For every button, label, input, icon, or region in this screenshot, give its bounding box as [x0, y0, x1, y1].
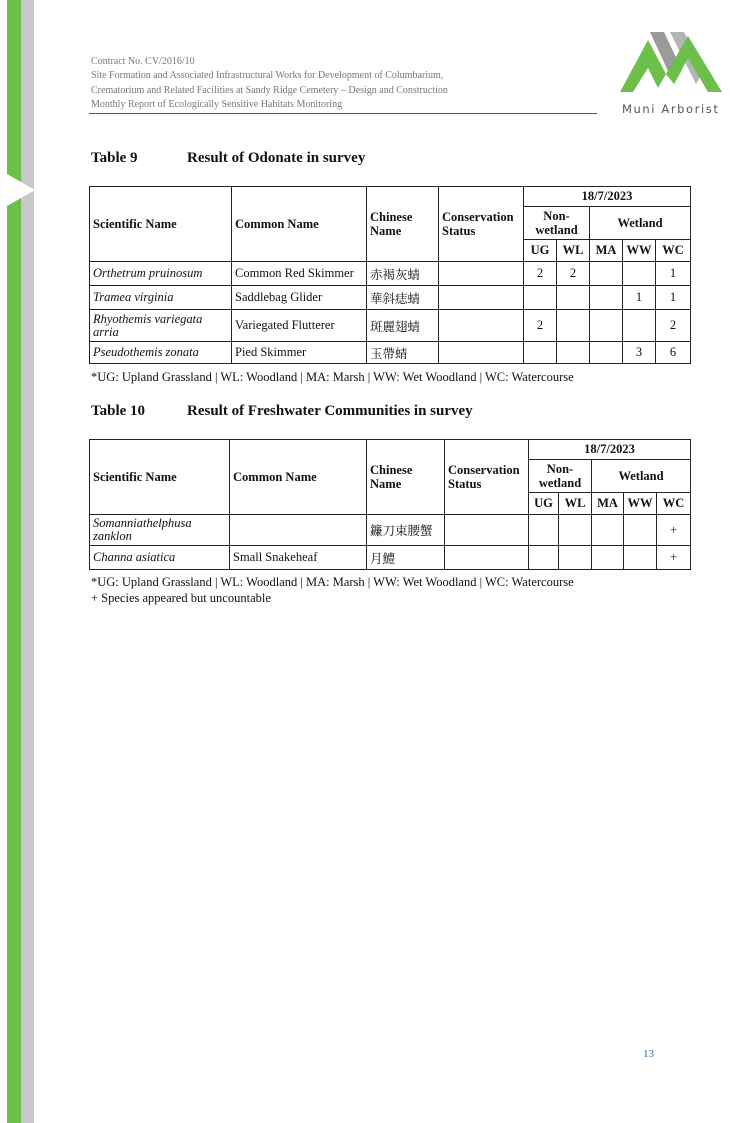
cell-ww — [624, 546, 657, 570]
cell-ma — [590, 342, 623, 364]
cell-chinese-name: 月鱧 — [367, 546, 445, 570]
header-line-4: Monthly Report of Ecologically Sensitive Habitats Monitoring — [91, 98, 343, 110]
col-scientific-name: Scientific Name — [90, 187, 232, 262]
table-9 — [89, 186, 691, 364]
cell-wc: 2 — [656, 310, 691, 342]
header-line-2: Site Formation and Associated Infrastructural Works for Development of Columbarium, — [91, 70, 444, 82]
table-9-title — [91, 150, 365, 167]
cell-conservation-status — [445, 515, 529, 546]
side-bar-notch — [7, 174, 35, 206]
table-10-caption: Result of Freshwater Communities in survey — [187, 403, 473, 419]
table-10 — [89, 439, 691, 570]
col-wetland: Wetland — [592, 460, 691, 493]
cell-scientific-name: Tramea virginia — [90, 286, 232, 310]
cell-ug — [529, 546, 559, 570]
cell-ug — [529, 515, 559, 546]
cell-ww — [623, 262, 656, 286]
cell-chinese-name: 華斜痣蜻 — [367, 286, 439, 310]
cell-wl — [557, 286, 590, 310]
cell-ug — [524, 342, 557, 364]
table-row — [90, 546, 691, 570]
cell-common-name: Saddlebag Glider — [232, 286, 367, 310]
side-bar-gray — [21, 0, 34, 1123]
cell-wc: + — [657, 515, 691, 546]
header-divider — [89, 113, 597, 114]
cell-scientific-name: Orthetrum pruinosum — [90, 262, 232, 286]
cell-conservation-status — [439, 286, 524, 310]
cell-conservation-status — [439, 342, 524, 364]
col-survey-date: 18/7/2023 — [529, 440, 691, 460]
cell-chinese-name: 玉帶蜻 — [367, 342, 439, 364]
cell-conservation-status — [439, 262, 524, 286]
table-10-number: Table 10 — [91, 403, 146, 419]
page-header — [91, 55, 596, 112]
cell-chinese-name: 鐮刀束腰蟹 — [367, 515, 445, 546]
cell-ma — [590, 286, 623, 310]
cell-wl — [559, 515, 592, 546]
cell-ma — [590, 262, 623, 286]
col-survey-date: 18/7/2023 — [524, 187, 691, 207]
header-line-3: Crematorium and Related Facilities at Sandy Ridge Cemetery – Design and Construction — [91, 84, 448, 96]
col-non-wetland: Non-wetland — [529, 460, 592, 493]
cell-chinese-name: 赤褐灰蜻 — [367, 262, 439, 286]
cell-wl: 2 — [557, 262, 590, 286]
table-10-footnote — [91, 574, 574, 606]
side-bar-green — [7, 0, 21, 1123]
col-ug: UG — [524, 240, 557, 262]
table-10-footnote-uncountable: + Species appeared but uncountable — [91, 591, 271, 605]
table-9-number: Table 9 — [91, 150, 138, 166]
table-10-footnote-abbreviations: *UG: Upland Grassland | WL: Woodland | MA: Marsh | WW: Wet Woodland | WC: Watercourse — [91, 575, 574, 589]
cell-ug: 2 — [524, 310, 557, 342]
cell-scientific-name: Somanniathelphusa zanklon — [90, 515, 230, 546]
cell-ma — [592, 515, 624, 546]
table-row — [90, 310, 691, 342]
cell-wc: 1 — [656, 286, 691, 310]
cell-conservation-status — [439, 310, 524, 342]
logo-text: Muni Arborist — [622, 102, 720, 116]
col-wetland: Wetland — [590, 207, 691, 240]
cell-wl — [557, 342, 590, 364]
col-non-wetland: Non-wetland — [524, 207, 590, 240]
col-wc: WC — [656, 240, 691, 262]
col-conservation-status: Conservation Status — [445, 440, 529, 515]
cell-ma — [590, 310, 623, 342]
cell-common-name: Small Snakeheaf — [230, 546, 367, 570]
col-wl: WL — [557, 240, 590, 262]
cell-wc: 1 — [656, 262, 691, 286]
cell-ww — [623, 310, 656, 342]
cell-common-name: Common Red Skimmer — [232, 262, 367, 286]
cell-ma — [592, 546, 624, 570]
page-number: 13 — [643, 1048, 654, 1060]
cell-wl — [557, 310, 590, 342]
cell-common-name: Variegated Flutterer — [232, 310, 367, 342]
col-scientific-name: Scientific Name — [90, 440, 230, 515]
cell-scientific-name: Pseudothemis zonata — [90, 342, 232, 364]
col-ug: UG — [529, 493, 559, 515]
col-wl: WL — [559, 493, 592, 515]
cell-wc: 6 — [656, 342, 691, 364]
table-10-header-row-1 — [90, 440, 691, 460]
table-row — [90, 515, 691, 546]
col-ma: MA — [590, 240, 623, 262]
cell-chinese-name: 斑麗翅蜻 — [367, 310, 439, 342]
col-ww: WW — [623, 240, 656, 262]
cell-ug — [524, 286, 557, 310]
cell-common-name — [230, 515, 367, 546]
table-row — [90, 342, 691, 364]
col-conservation-status: Conservation Status — [439, 187, 524, 262]
col-common-name: Common Name — [232, 187, 367, 262]
cell-ww: 1 — [623, 286, 656, 310]
col-chinese-name: Chinese Name — [367, 440, 445, 515]
table-row — [90, 262, 691, 286]
cell-conservation-status — [445, 546, 529, 570]
header-line-1: Contract No. CV/2016/10 — [91, 56, 195, 67]
col-ww: WW — [624, 493, 657, 515]
cell-wl — [559, 546, 592, 570]
cell-common-name: Pied Skimmer — [232, 342, 367, 364]
cell-ug: 2 — [524, 262, 557, 286]
col-wc: WC — [657, 493, 691, 515]
table-9-caption: Result of Odonate in survey — [187, 150, 366, 166]
table-10-title — [91, 403, 473, 420]
cell-ww: 3 — [623, 342, 656, 364]
col-chinese-name: Chinese Name — [367, 187, 439, 262]
cell-scientific-name: Channa asiatica — [90, 546, 230, 570]
cell-scientific-name: Rhyothemis variegata arria — [90, 310, 232, 342]
logo-mark-icon — [618, 22, 726, 102]
table-row — [90, 286, 691, 310]
table-9-header-row-1 — [90, 187, 691, 207]
col-ma: MA — [592, 493, 624, 515]
company-logo — [618, 22, 726, 118]
col-common-name: Common Name — [230, 440, 367, 515]
cell-ww — [624, 515, 657, 546]
table-9-footnote: *UG: Upland Grassland | WL: Woodland | MA: Marsh | WW: Wet Woodland | WC: Watercourse — [91, 370, 574, 384]
cell-wc: + — [657, 546, 691, 570]
